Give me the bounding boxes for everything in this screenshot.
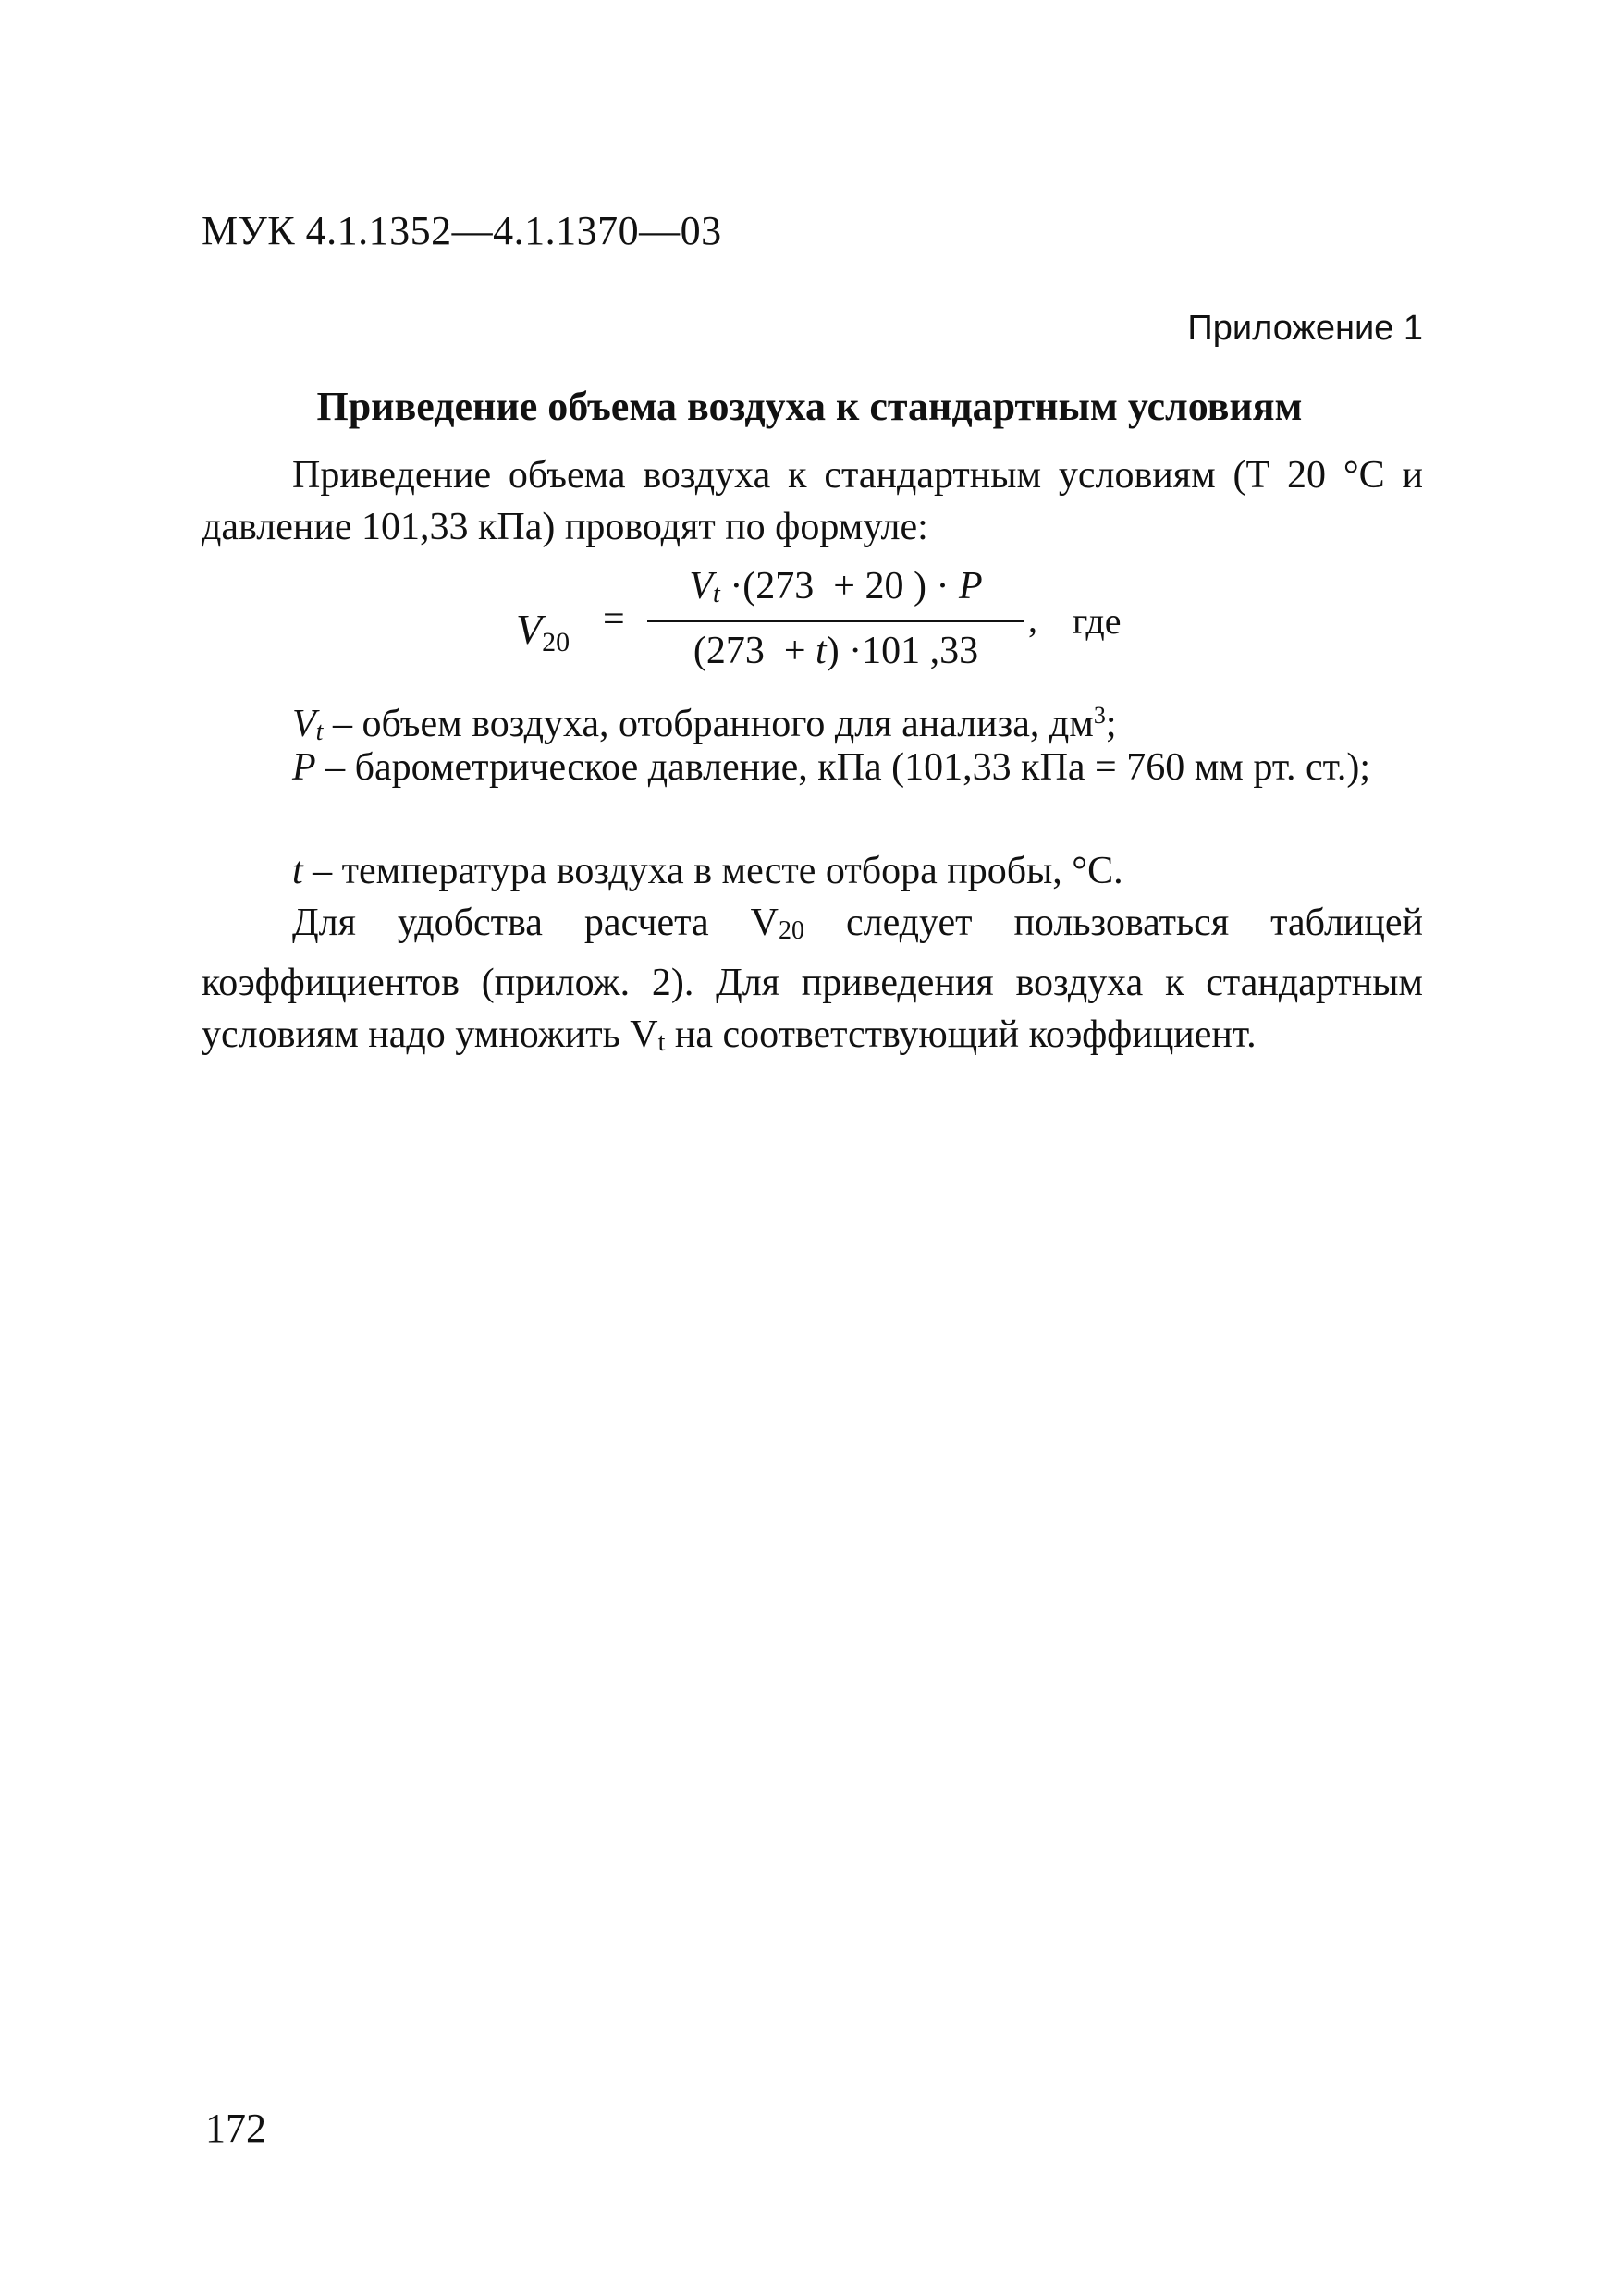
def-t-var: t (292, 850, 303, 892)
fraction-bar (647, 620, 1024, 622)
def-vt-sup: 3 (1093, 702, 1106, 729)
formula-num-rest: ·(273 + 20 ) · (719, 565, 959, 608)
def-t-text: – температура воздуха в месте отбора пробы, °С. (302, 850, 1123, 892)
formula-lhs-sub: 20 (542, 627, 570, 657)
formula-lhs-var: V (516, 606, 543, 653)
p2-sub2: t (657, 1028, 666, 1057)
def-p-var: P (292, 746, 316, 789)
formula-lhs (516, 605, 570, 658)
definition-p (202, 742, 1423, 793)
formula-den-rest: ) ·101 ,33 (826, 630, 979, 672)
formula-num-sub: t (713, 580, 720, 608)
p2-sub1: 20 (778, 916, 804, 945)
intro-paragraph: Приведение объема воздуха к стандартным условиям (Т 20 °С и давление 101,33 кПа) проводят по формуле: (202, 454, 1423, 548)
formula-den-open: (273 + (693, 630, 816, 672)
def-vt-sub: t (315, 718, 324, 746)
formula-comma: , (1028, 598, 1037, 640)
def-vt-text: – объем воздуха, отобранного для анализа, дм (323, 703, 1094, 745)
formula-num-var: V (689, 565, 714, 608)
formula-numerator (647, 564, 1024, 609)
appendix-label: Приложение 1 (1187, 309, 1423, 348)
formula (0, 562, 1619, 692)
def-p-text: – барометрическое давление, кПа (101,33 кПа = 760 мм рт. ст.); (315, 746, 1371, 789)
formula-num-p: P (958, 565, 983, 608)
formula-denominator (647, 629, 1024, 673)
document-code: МУК 4.1.1352—4.1.1370—03 (202, 208, 722, 253)
formula-den-var: t (816, 630, 827, 672)
p2-part2: следует пользоваться таблицей коэффициентов (прилож. 2). Для приведения воздуха к стандартным условиям надо умножить V (202, 902, 1423, 1056)
usage-paragraph (202, 897, 1423, 1069)
formula-where: где (1073, 600, 1122, 642)
formula-equals: = (603, 598, 625, 641)
page-number: 172 (205, 2106, 266, 2151)
definition-t (202, 845, 1423, 897)
p2-part3: на соответствующий коэффициент. (665, 1013, 1257, 1056)
p2-part1: Для удобства расчета V (292, 902, 779, 944)
def-vt-end: ; (1105, 703, 1117, 745)
section-title: Приведение объема воздуха к стандартным условиям (316, 384, 1303, 429)
def-vt-var: V (292, 703, 316, 745)
